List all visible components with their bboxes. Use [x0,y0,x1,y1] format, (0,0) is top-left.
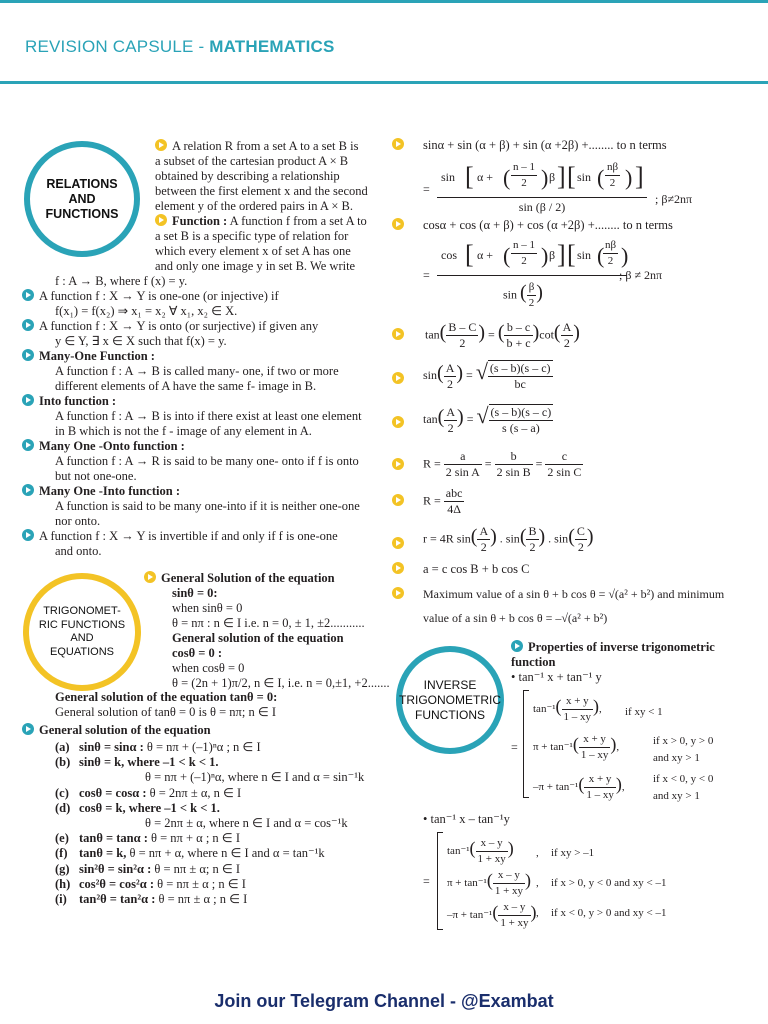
sum-cos-series: cosα + cos (α + β) + cos (α +2β) +........ to n terms [423,218,673,232]
play-icon [392,328,404,340]
inverse-trig-heading: Properties of inverse trigonometric function [511,640,715,669]
general-solution-sin-cos: General Solution of the equation sinθ = 0: when sinθ = 0 θ = nπ : n ∈ I i.e. n = 0, ± 1, ±2........... General solution of the equation cosθ = 0 : when cosθ = 0 θ = (2n + 1)π/2, n ∈ I, i.e. n = 0,±1, +2....... [144,571,390,691]
play-icon [155,139,167,151]
play-icon [22,289,34,301]
max-value: Maximum value of a sin θ + b cos θ = √(a² + b²) and minimum [423,587,725,601]
relations-functions-circle: RELATIONS AND FUNCTIONS [24,141,140,257]
sine-rule: R = $\frac{a}{\text{2 sin A}}$ = $\frac{b}{\text{2 sin B}}$ = $\frac{c}{\text{2 sin C}}$ [423,449,582,479]
function-notation: f : A → B, where f (x) = y. [55,274,188,288]
general-solution-cases: General solution of the equation [22,723,211,738]
case-row: θ = 2nπ ± α, where n ∈ I and α = cos⁻¹k [145,815,348,830]
play-icon [392,372,404,384]
play-icon [22,484,34,496]
play-icon [392,218,404,230]
play-icon [22,529,34,541]
case-row: (b) sinθ = k, where –1 < k < 1. [55,755,219,770]
play-icon [392,587,404,599]
play-icon [22,349,34,361]
half-angle-tan: tan( $\frac{A}{2}$ ) = √ $\frac{(s - b)(s - c)}{s (s - a)}$ [423,402,552,435]
case-row: (d) cosθ = k, where –1 < k < 1. [55,800,220,815]
play-icon [144,571,156,583]
case-row: (i) tan²θ = tan²α : θ = nπ ± α ; n ∈ I [55,891,248,906]
inverse-diff: • tan⁻¹ x – tan⁻¹y [423,812,510,826]
play-icon [511,640,523,652]
page-header [0,0,768,84]
tangent-rule: tan( $\frac{B - C}{2}$ ) = ( $\frac{b - c}{b + c}$ )cot( $\frac{A}{2}$ ) [425,320,580,350]
projection-rule: a = c cos B + b cos C [423,562,530,576]
play-icon [392,537,404,549]
play-icon [22,439,34,451]
case-row: (a) sinθ = sinα : θ = nπ + (–1)ⁿα ; n ∈ I [55,740,261,754]
play-icon [22,723,34,735]
case-row: (c) cosθ = cosα : θ = 2nπ ± α, n ∈ I [55,785,242,800]
sum-sin-series: sinα + sin (α + β) + sin (α +2β) +........ to n terms [423,138,667,152]
case-row: θ = nπ + (–1)ⁿα, where n ∈ I and α = sin⁻¹k [145,770,365,785]
inradius: r = 4R sin( $\frac{A}{2}$ ) . sin( $\frac{B}{2}$ ) . sin( $\frac{C}{2}$ ) [423,524,594,554]
inverse-diff-cases: = tan⁻¹( $\frac{x - y}{1 + xy}$ ) , if xy > –1 π + tan⁻¹( $\frac{x - y}{1 + xy}$ ) , if x > 0, y < 0 and xy < –1 –π + tan⁻¹( $\frac{x - y}{1 + xy}$ ) , if x < 0, y > 0 and xy < –1 [423,832,743,932]
min-value: value of a sin θ + b cos θ = –√(a² + b²) [423,611,608,625]
inverse-sum: • tan⁻¹ x + tan⁻¹ y [511,670,602,684]
left-definitions: A function f : X → Y is one-one (or injective) if f(x₁) = f(x₂) ⇒ x₁ = x₂ ∀ x₁, x₂ ∈ X. A function f : X → Y is onto (or surjective) if given any y ∈ Y, ∃ x ∈ X such that f(x) = y. Many-One Function : A function f : A → B is called many- one, if two or more different elements of A have the same f- image in B. Into function : A function f : A → B is into if there exist at least one element in B which is not the f - image of any element in A. Many One -Onto function : A function f : A → R is said to be many one- onto if f is onto but not one-one. Many One -Into function : A function is said to be many one-into if it is neither one-one nor onto. A function f : X → Y is invertible if and only if f is one-one and onto. [22,289,362,559]
relation-intro: A relation R from a set A to a set B is a subset of the cartesian product A × B obtained by describing a relationship between the first element x and the second element y of the ordered pairs in A × B. Function : A function f from a set A to a set B is a specific type of relation for which every element x of set A has one and only one image y in set B. We write [155,139,368,273]
cases-list [55,740,364,907]
play-icon [22,319,34,331]
play-icon [392,562,404,574]
play-icon [392,458,404,470]
half-angle-sin: sin( $\frac{A}{2}$ ) = √ $\frac{(s - b)(s - c)}{bc}$ [423,358,551,391]
case-row: (g) sin²θ = sin²α : θ = nπ ± α; n ∈ I [55,861,241,876]
play-icon [392,494,404,506]
page-title: REVISION CAPSULE - MATHEMATICS [25,37,335,56]
case-row: (f) tanθ = k, θ = nπ + α, where n ∈ I and α = tan⁻¹k [55,846,325,861]
case-row: (h) cos²θ = cos²α : θ = nπ ± α ; n ∈ I [55,876,246,891]
inverse-sum-cases: = tan⁻¹( $\frac{x + y}{1 - xy}$ ), if xy < 1 π + tan⁻¹( $\frac{x + y}{1 - xy}$ ), if x > 0, y > 0 and xy > 1 –π + tan⁻¹( $\frac{x + y}{1 - xy}$ ), if x < 0, y < 0 and xy > 1 [511,688,751,804]
general-solution-tan: General solution of the equation tanθ = 0: General solution of tanθ = 0 is θ = nπ; n ∈ I [55,690,278,719]
circumradius: R = $\frac{\text{abc}}{4\Delta}$ [423,486,463,516]
telegram-footer: Join our Telegram Channel - @Exambat [214,991,554,1011]
play-icon [392,138,404,150]
trig-equations-circle: TRIGONOMET- RIC FUNCTIONS AND EQUATIONS [23,573,141,691]
case-row: (e) tanθ = tanα : θ = nπ + α ; n ∈ I [55,831,240,846]
inverse-trig-circle: INVERSE TRIGONOMETRIC FUNCTIONS [396,646,504,754]
play-icon [392,416,404,428]
play-icon [22,394,34,406]
play-icon [155,214,167,226]
